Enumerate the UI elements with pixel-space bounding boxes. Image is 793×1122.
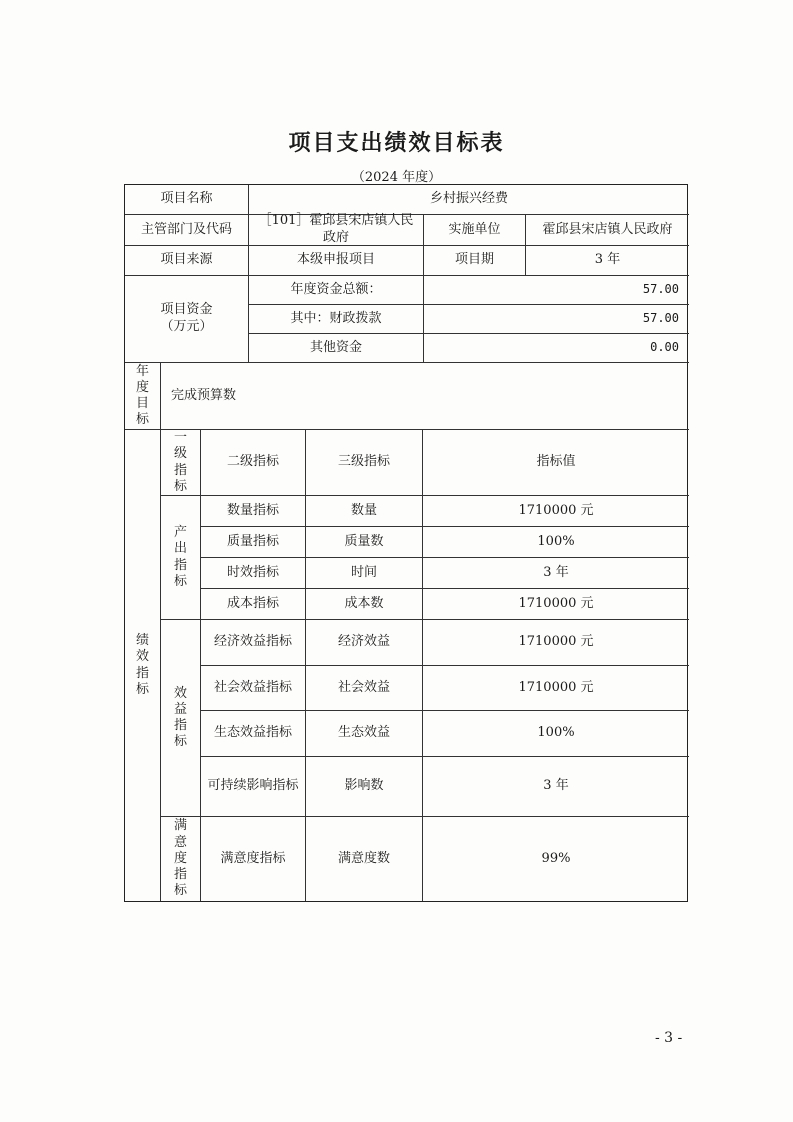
satisfaction-label-char: 度 <box>173 850 187 866</box>
fiscal-year: （2024 年度） <box>351 170 442 185</box>
fiscal-funds-value: 57.00 <box>424 305 689 334</box>
output-label-char: 出 <box>173 541 187 557</box>
annual-goal-label-char: 标 <box>135 412 149 428</box>
benefit-label-char: 指 <box>173 718 187 733</box>
benefit-row-l2: 经济效益指标 <box>201 620 306 666</box>
total-funds-value: 57.00 <box>424 276 689 305</box>
output-label-char: 标 <box>173 573 187 589</box>
annual-goal-label-char: 年 <box>135 363 149 379</box>
source-label: 项目来源 <box>125 246 249 276</box>
benefit-label-char: 标 <box>173 734 187 750</box>
benefit-label-char: 益 <box>173 701 187 717</box>
performance-indicators-label <box>125 430 161 901</box>
output-row-l2: 时效指标 <box>201 558 306 589</box>
annual-goal-value: 完成预算数 <box>161 363 689 430</box>
impl-value: 霍邱县宋店镇人民政府 <box>526 215 689 246</box>
benefit-row-value: 3 年 <box>423 757 689 817</box>
level1-header-char: 标 <box>173 478 187 494</box>
performance-target-table <box>124 184 688 902</box>
satisfaction-label-char: 满 <box>173 818 187 834</box>
annual-goal-label-char: 目 <box>135 396 149 411</box>
other-funds-value: 0.00 <box>424 334 689 363</box>
impl-label: 实施单位 <box>424 215 526 246</box>
satisfaction-indicators-label <box>161 817 201 901</box>
benefit-row-l3: 经济效益 <box>306 620 423 666</box>
funds-label-line2: （万元） <box>160 319 213 334</box>
output-row-l2: 成本指标 <box>201 589 306 620</box>
output-row-l2: 数量指标 <box>201 496 306 527</box>
dept-label: 主管部门及代码 <box>125 215 249 246</box>
page-number: - 3 - <box>655 1030 683 1046</box>
output-row-l2: 质量指标 <box>201 527 306 558</box>
benefit-row-l2: 生态效益指标 <box>201 711 306 757</box>
project-name-value: 乡村振兴经费 <box>249 185 689 215</box>
project-name-label: 项目名称 <box>125 185 249 215</box>
satisfaction-label-char: 标 <box>173 883 187 899</box>
level1-header-char: 一 <box>173 430 187 445</box>
level1-header-char: 指 <box>173 462 187 478</box>
output-row-value: 3 年 <box>423 558 689 589</box>
value-header: 指标值 <box>423 430 689 496</box>
benefit-row-l2: 可持续影响指标 <box>201 757 306 817</box>
benefit-row-value: 1710000 元 <box>423 666 689 711</box>
benefit-row-l3: 社会效益 <box>306 666 423 711</box>
perf-label-char: 绩 <box>135 633 149 648</box>
output-row-l3: 成本数 <box>306 589 423 620</box>
benefit-label-char: 效 <box>173 685 187 701</box>
perf-label-char: 效 <box>135 649 149 665</box>
source-value: 本级申报项目 <box>249 246 424 276</box>
period-value: 3 年 <box>526 246 689 276</box>
output-label-char: 指 <box>173 557 187 573</box>
satisfaction-row-value: 99% <box>541 850 571 866</box>
benefit-row-value: 100% <box>423 711 689 757</box>
dept-value: ［101］霍邱县宋店镇人民政府 <box>249 215 424 246</box>
output-row-value: 1710000 元 <box>423 496 689 527</box>
output-row-l3: 质量数 <box>306 527 423 558</box>
annual-goal-label <box>125 363 161 430</box>
level1-header-char: 级 <box>173 446 187 462</box>
funds-label <box>125 276 249 363</box>
perf-label-char: 指 <box>135 665 149 681</box>
satisfaction-label-char: 意 <box>173 834 187 850</box>
benefit-indicators-label <box>161 620 201 817</box>
level1-header <box>161 430 201 496</box>
level3-header: 三级指标 <box>306 430 423 496</box>
satisfaction-row-l2: 满意度指标 <box>201 817 306 901</box>
level2-header: 二级指标 <box>201 430 306 496</box>
output-label-char: 产 <box>173 525 187 540</box>
output-row-l3: 时间 <box>306 558 423 589</box>
satisfaction-label-char: 指 <box>173 867 187 883</box>
document-title: 项目支出绩效目标表 <box>288 130 505 156</box>
period-label: 项目期 <box>424 246 526 276</box>
fiscal-funds-label: 其中：财政拨款 <box>249 305 424 334</box>
output-row-value: 100% <box>423 527 689 558</box>
benefit-row-l2: 社会效益指标 <box>201 666 306 711</box>
satisfaction-row-l3: 满意度数 <box>306 817 423 901</box>
output-row-value: 1710000 元 <box>423 589 689 620</box>
perf-label-char: 标 <box>135 681 149 697</box>
output-row-l3: 数量 <box>306 496 423 527</box>
funds-label-line1: 项目资金 <box>160 302 213 318</box>
other-funds-label: 其他资金 <box>249 334 424 363</box>
benefit-row-value: 1710000 元 <box>423 620 689 666</box>
annual-goal-label-char: 度 <box>135 379 149 395</box>
benefit-row-l3: 生态效益 <box>306 711 423 757</box>
benefit-row-l3: 影响数 <box>306 757 423 817</box>
total-funds-label: 年度资金总额： <box>249 276 424 305</box>
output-indicators-label <box>161 496 201 620</box>
